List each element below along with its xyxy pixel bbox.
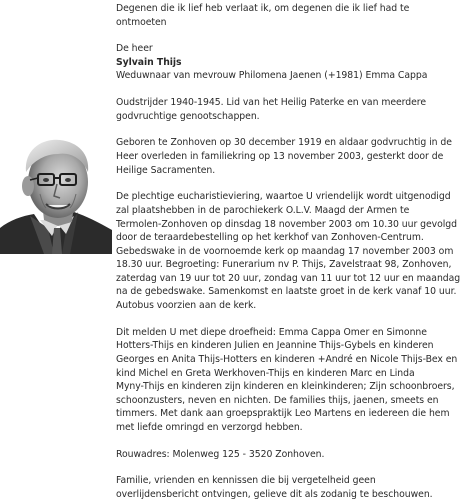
family-line-2: Hotters-Thijs en kinderen Julien en Jeannine Thijs-Gybels en kinderen — [116, 340, 434, 352]
ceremony-line-5: Gebedswake in de voornoemde kerk op maandag 17 november 2003 om — [116, 245, 454, 257]
ceremony-line-6: 18.30 uur. Begroeting: Funerarium nv P. Thijs, Zavelstraat 98, Zonhoven, — [116, 259, 452, 271]
closing-line-1: Familie, vrienden en kennissen die bij vergetelheid geen — [116, 475, 376, 487]
ceremony-line-2: zal plaatshebben in de parochiekerk O.L.V. Maagd der Armen te — [116, 204, 410, 216]
intro-line-1: Degenen die ik lief heb verlaat ik, om degenen die ik lief had te — [116, 3, 410, 14]
ceremony-line-3: Termolen-Zonhoven op dinsdag 18 november 2003 om 10.30 uur gevolgd — [116, 218, 457, 230]
family-line-8: met liefde omringd en verzorgd hebben. — [116, 421, 303, 433]
family-line-3: Georges en Anita Thijs-Hotters en kinderen +André en Nicole Thijs-Bex en — [116, 353, 458, 365]
ceremony-line-9: Autobus voorzien aan de kerk. — [116, 300, 257, 312]
ceremony-line-7: zaterdag van 19 uur tot 20 uur, zondag van 11 uur tot 12 uur en maandag — [116, 272, 460, 284]
veteran-line-2: godvruchtige genootschappen. — [116, 110, 260, 122]
deceased-name: Sylvain Thijs — [116, 56, 182, 68]
family-line-6: schoonzusters, neven en nichten. De families thijs, jaenen, smeets en — [116, 394, 439, 406]
closing-line-2: overlijdensbericht ontvingen, gelieve dit als zodanig te beschouwen. — [116, 488, 433, 500]
birth-death-line-2: Heer overleden in familiekring op 13 november 2003, gesterkt door de — [116, 151, 444, 163]
family-line-5: Myny-Thijs en kinderen zijn kinderen en kleinkinderen; Zijn schoonbroers, — [116, 381, 455, 393]
ceremony-line-8: na de gebedswake. Samenkomst en laatste groet in de kerk vanaf 10 uur. — [116, 286, 457, 298]
birth-death-line-3: Heilige Sacramenten. — [116, 164, 216, 176]
family-line-1: Dit melden U met diepe droefheid: Emma Cappa Omer en Simonne — [116, 326, 427, 338]
veteran-line-1: Oudstrijder 1940-1945. Lid van het Heilig Paterke en van meerdere — [116, 97, 427, 109]
family-line-4: kind Michel en Greta Werkhoven-Thijs en kinderen Marc en Linda — [116, 367, 415, 379]
birth-death-line-1: Geboren te Zonhoven op 30 december 1919 en aldaar godvruchtig in de — [116, 137, 452, 149]
address-line: Rouwadres: Molenweg 125 - 3520 Zonhoven. — [116, 448, 325, 460]
intro-line-2: ontmoeten — [116, 16, 167, 28]
widower-line: Weduwnaar van mevrouw Philomena Jaenen (+1981) Emma Cappa — [116, 70, 428, 82]
ceremony-line-1: De plechtige eucharistieviering, waartoe U vriendelijk wordt uitgenodigd — [116, 191, 451, 203]
family-line-7: timmers. Met dank aan groepspraktijk Leo Martens en iedereen die hem — [116, 408, 450, 420]
obituary-text — [116, 2, 460, 501]
portrait-photo — [0, 132, 112, 254]
salutation: De heer — [116, 43, 153, 55]
ceremony-line-4: door de teraardebestelling op het kerkhof van Zonhoven-Centrum. — [116, 232, 424, 244]
